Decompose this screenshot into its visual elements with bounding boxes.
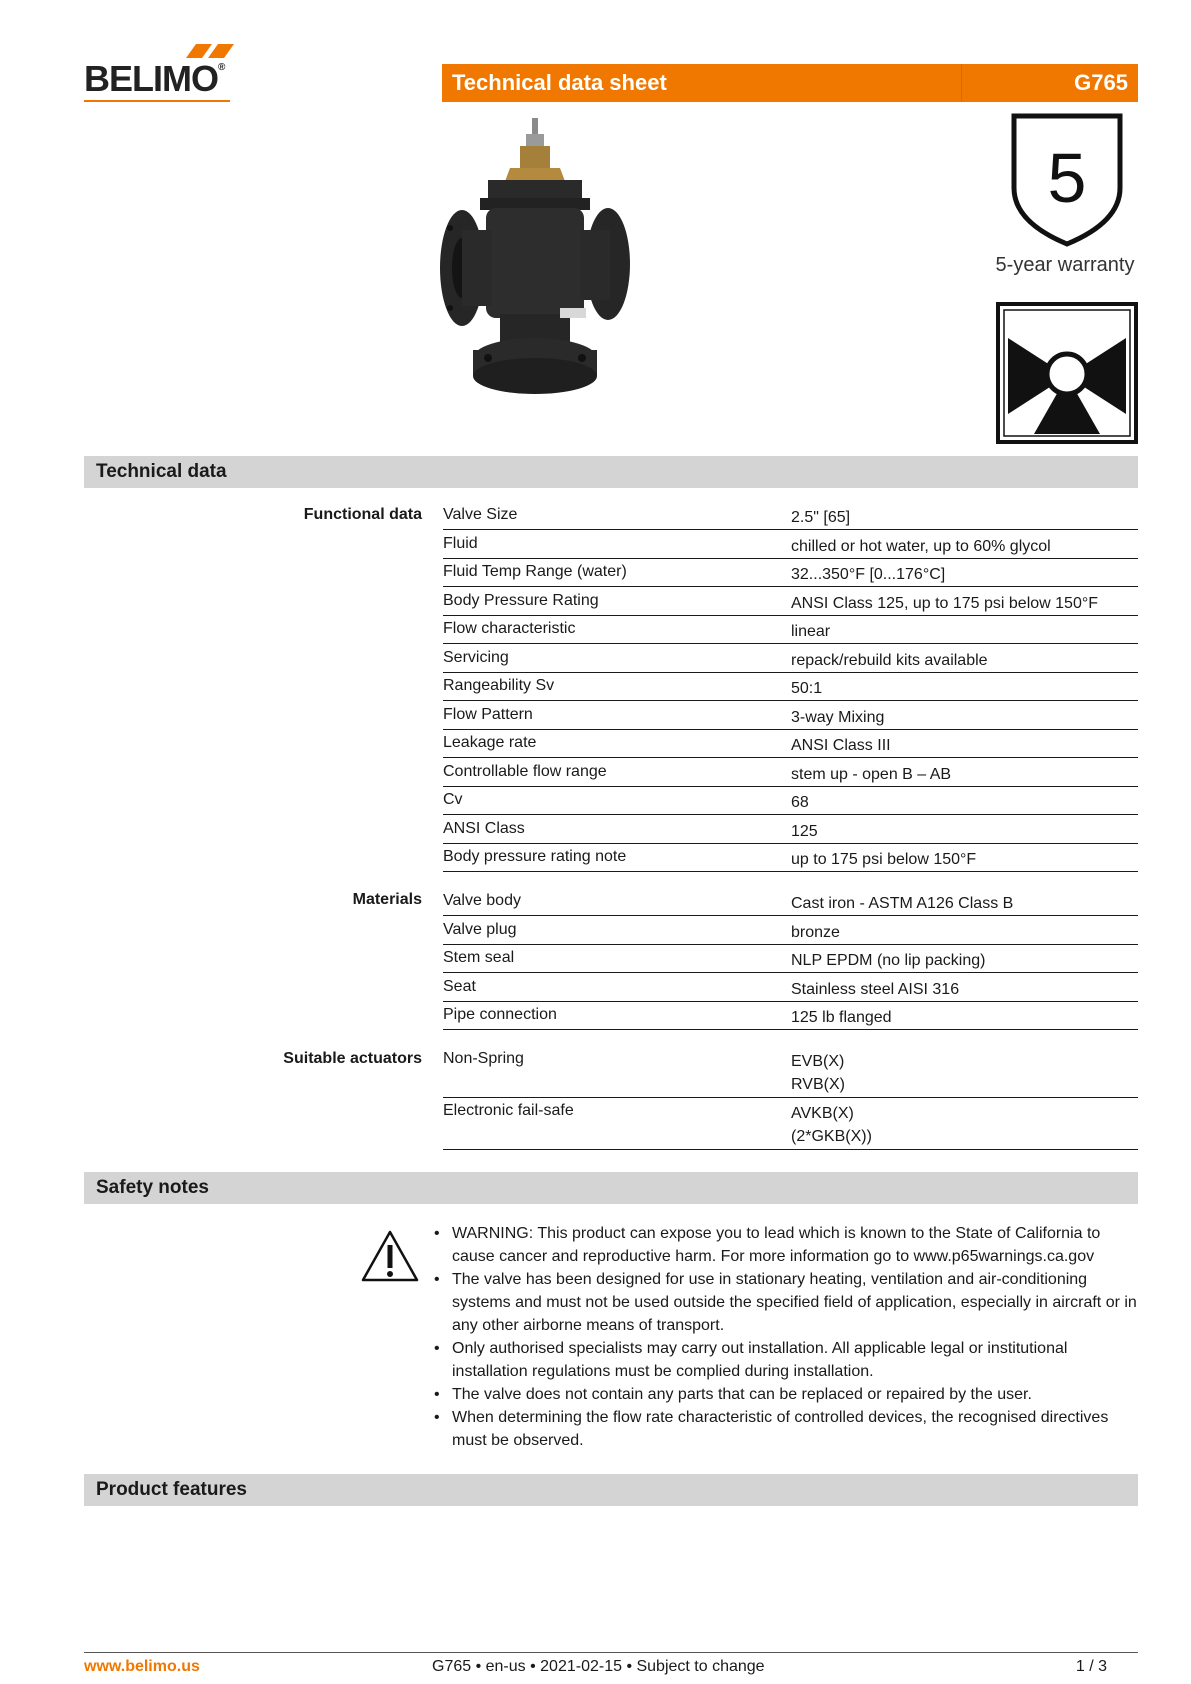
table-row: Leakage rate ANSI Class III <box>443 730 1138 758</box>
section-technical-data: Technical data <box>84 456 1138 488</box>
section-product-features: Product features <box>84 1474 1138 1506</box>
header-bar <box>442 64 1138 102</box>
table-row: Seat Stainless steel AISI 316 <box>443 974 1138 1002</box>
table-row: Valve Size 2.5" [65] <box>443 502 1138 530</box>
warranty-number: 5 <box>1047 139 1087 217</box>
header-title: Technical data sheet <box>452 70 667 95</box>
table-row: Fluid chilled or hot water, up to 60% glycol <box>443 531 1138 559</box>
list-item: • WARNING: This product can expose you to lead which is known to the State of California to cause cancer and reproductive harm. For more information go to www.p65warnings.ca.gov <box>432 1222 1138 1268</box>
list-item: • Only authorised specialists may carry out installation. All applicable legal or institutional installation regulations must be complied during installation. <box>432 1337 1138 1383</box>
list-item: • The valve has been designed for use in stationary heating, ventilation and air-conditioning systems and must not be used outside the specified field of application, especially in aircraft or in any other airborne means of transport. <box>432 1268 1138 1337</box>
table-row: ANSI Class 125 <box>443 816 1138 844</box>
list-item: • The valve does not contain any parts that can be replaced or repaired by the user. <box>432 1383 1138 1406</box>
footer-divider <box>84 1652 1138 1653</box>
header-model: G765 <box>1074 70 1128 95</box>
logo-underline <box>84 100 230 102</box>
warning-triangle-icon <box>360 1228 420 1284</box>
header-divider <box>961 64 962 102</box>
table-row: Rangeability Sv 50:1 <box>443 673 1138 701</box>
table-row: Flow characteristic linear <box>443 616 1138 644</box>
table-row: Electronic fail-safe AVKB(X) (2*GKB(X)) <box>443 1098 1138 1150</box>
table-row: Body Pressure Rating ANSI Class 125, up to 175 psi below 150°F <box>443 588 1138 616</box>
table-row: Pipe connection 125 lb flanged <box>443 1002 1138 1030</box>
list-item: • When determining the flow rate characteristic of controlled devices, the recognised directives must be observed. <box>432 1406 1138 1452</box>
table-row: Body pressure rating note up to 175 psi below 150°F <box>443 844 1138 872</box>
three-way-valve-symbol-icon <box>996 302 1138 444</box>
belimo-logo <box>84 44 234 104</box>
footer-page-number: 1 / 3 <box>1075 1658 1107 1675</box>
table-row: Valve body Cast iron - ASTM A126 Class B <box>443 888 1138 916</box>
table-row: Fluid Temp Range (water) 32...350°F [0...176°C] <box>443 559 1138 587</box>
safety-notes-list <box>432 1222 1138 1452</box>
warranty-label: 5-year warranty <box>995 254 1135 276</box>
table-row: Servicing repack/rebuild kits available <box>443 645 1138 673</box>
section-safety-notes: Safety notes <box>84 1172 1138 1204</box>
footer-doc-info: G765 • en-us • 2021-02-15 • Subject to change <box>432 1658 765 1675</box>
valve-product-image <box>440 118 650 413</box>
table-row: Flow Pattern 3-way Mixing <box>443 702 1138 730</box>
group-actuators-label: Suitable actuators <box>283 1050 422 1067</box>
table-row: Cv 68 <box>443 787 1138 815</box>
table-row: Controllable flow range stem up - open B – AB <box>443 759 1138 787</box>
warranty-shield-icon <box>1008 110 1126 250</box>
table-row: Valve plug bronze <box>443 917 1138 945</box>
brand-name: BELIMO <box>84 58 218 99</box>
table-row: Non-Spring EVB(X) RVB(X) <box>443 1046 1138 1098</box>
group-functional-label: Functional data <box>303 506 422 523</box>
table-row: Stem seal NLP EPDM (no lip packing) <box>443 945 1138 973</box>
footer-website-link[interactable]: www.belimo.us <box>84 1658 200 1675</box>
brand-reg: ® <box>218 62 225 73</box>
group-materials-label: Materials <box>352 891 422 908</box>
